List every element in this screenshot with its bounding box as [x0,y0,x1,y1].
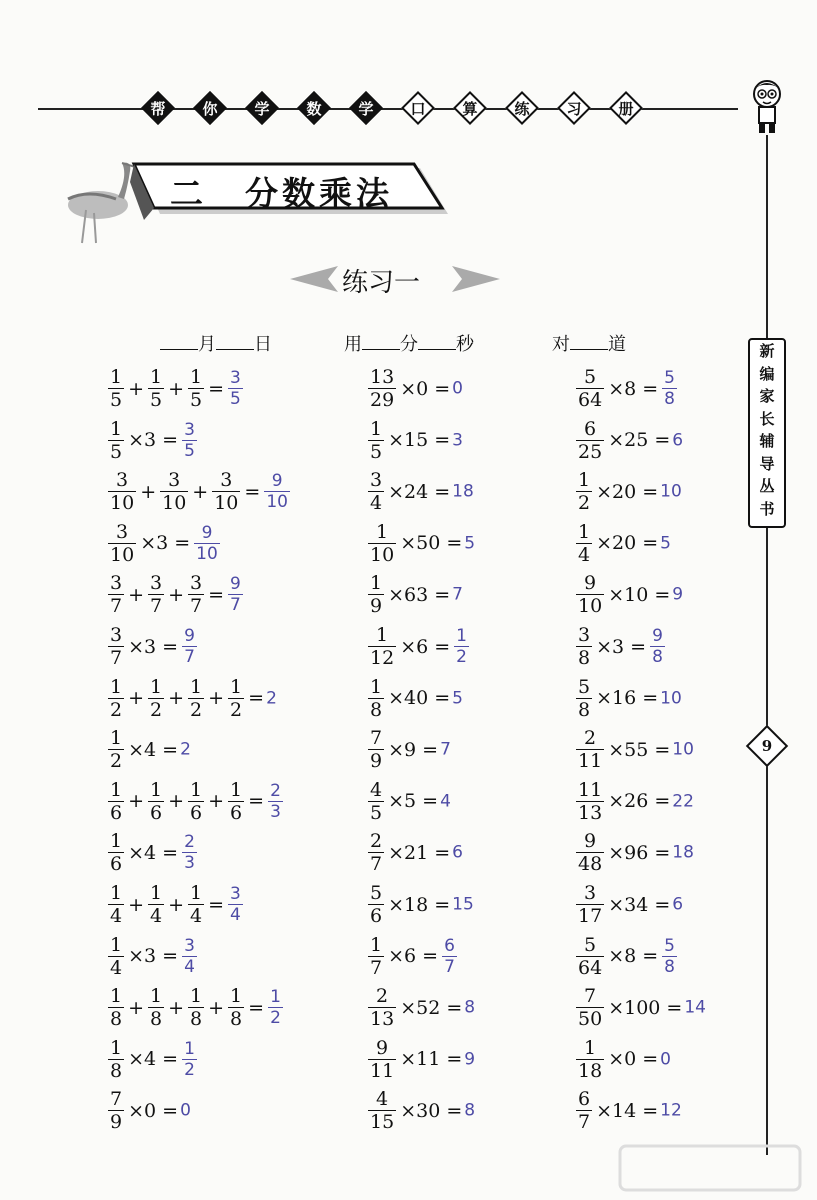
operator: ×8 = [608,377,659,400]
second-blank[interactable] [418,335,456,350]
problem-row [366,882,474,934]
problem-row [574,830,694,882]
record-time: 用 分 秒 [344,334,474,355]
side-label-char-5: 导 [759,454,775,473]
operator: + [168,893,185,916]
problem-row [574,934,679,986]
fraction: $\frac{1}{7}$ [370,933,383,979]
problem-row [106,469,292,521]
fraction: $\frac{1}{8}$ [230,985,243,1031]
handwritten-answer: 5 [464,533,476,554]
fraction: $\frac{1}{6}$ [190,778,203,824]
handwritten-answer: 9 [672,584,684,605]
operator: + [128,996,145,1019]
operator: ×21 = [388,841,451,864]
fraction: $\frac{2}{13}$ [370,985,395,1031]
fraction: $\frac{1}{4}$ [150,882,163,927]
handwritten-answer: 7 [452,584,463,605]
handwritten-answer: 8 [464,997,476,1018]
fraction: $\frac{1}{4}$ [578,520,591,566]
operator: + [192,480,209,503]
problem-row [106,779,285,831]
fraction: $\frac{3}{5}$ [230,368,241,409]
problem-row [574,366,679,418]
handwritten-answer: 14 [684,997,706,1018]
problem-row [366,1088,475,1140]
handwritten-answer [226,574,245,616]
operator: = [208,583,225,606]
problem-row [366,521,475,573]
handwritten-answer [180,935,199,977]
fraction: $\frac{1}{8}$ [370,675,383,721]
series-side-label [748,338,786,528]
operator: + [168,583,185,606]
fraction: $\frac{9}{10}$ [196,522,218,564]
header-char-4: 学 [348,90,384,126]
fraction: $\frac{1}{6}$ [110,778,123,824]
operator: = [248,996,265,1019]
handwritten-answer [226,368,245,409]
exercise-title: 练习一 [342,268,421,298]
record-score: 对 道 [552,334,626,355]
problem-row [106,727,191,779]
day-blank[interactable] [216,335,254,350]
fraction: $\frac{1}{2}$ [456,626,467,667]
handwritten-answer [452,626,471,667]
operator: + [168,377,185,400]
fraction: $\frac{9}{8}$ [652,626,663,667]
problem-row [366,727,451,779]
handwritten-answer [266,780,285,822]
fraction: $\frac{1}{5}$ [150,366,163,411]
operator: + [208,996,225,1019]
fraction: $\frac{2}{11}$ [578,727,603,773]
minute-blank[interactable] [362,335,400,350]
operator: + [128,583,145,606]
handwritten-answer [180,419,199,461]
month-blank[interactable] [160,335,198,350]
fraction: $\frac{5}{6}$ [370,882,383,927]
problem-row [106,521,222,573]
fraction: $\frac{1}{2}$ [270,987,281,1029]
operator: ×4 = [128,1048,179,1071]
page-number: 9 [761,737,773,755]
side-label-char-1: 编 [759,364,775,383]
handwritten-answer: 9 [464,1049,476,1070]
fraction: $\frac{1}{5}$ [370,417,383,463]
operator: ×63 = [388,583,451,606]
header-char-0: 帮 [140,90,176,126]
side-rule [766,135,768,1155]
problem-row [366,985,475,1037]
fraction: $\frac{1}{5}$ [190,366,203,411]
problem-row [106,624,199,676]
fraction: $\frac{2}{7}$ [370,830,383,876]
operator: ×5 = [388,790,439,813]
fraction: $\frac{2}{3}$ [184,832,195,874]
handwritten-answer: 8 [464,1100,476,1121]
problem-row [106,1088,191,1140]
fraction: $\frac{1}{6}$ [110,830,123,876]
problem-row [366,624,471,676]
fraction: $\frac{1}{2}$ [230,675,243,721]
cartoon-mascot-icon [745,78,789,138]
operator: ×6 = [400,635,451,658]
fraction: $\frac{1}{5}$ [110,366,123,411]
handwritten-answer [226,884,245,925]
problem-row [366,676,463,728]
handwritten-answer: 18 [452,481,474,502]
handwritten-answer [180,626,199,667]
handwritten-answer [440,935,459,977]
operator: + [140,480,157,503]
operator: ×55 = [608,738,671,761]
fraction: $\frac{1}{6}$ [230,778,243,824]
operator: + [208,687,225,710]
problem-row [366,830,463,882]
fraction: $\frac{7}{50}$ [578,985,603,1031]
fraction: $\frac{5}{8}$ [664,935,675,977]
operator: ×0 = [400,377,451,400]
side-label-char-2: 家 [759,387,775,405]
fraction: $\frac{1}{8}$ [110,985,123,1031]
fraction: $\frac{4}{15}$ [370,1088,395,1134]
handwritten-answer: 3 [452,430,463,451]
fraction: $\frac{1}{9}$ [370,572,383,618]
fraction: $\frac{1}{10}$ [370,520,395,566]
operator: ×6 = [388,945,439,968]
fraction: $\frac{9}{48}$ [578,830,603,876]
problem-row [106,418,199,470]
operator: ×34 = [608,893,671,916]
handwritten-answer: 0 [660,1049,671,1070]
fraction: $\frac{3}{7}$ [190,572,203,618]
operator: ×100 = [608,996,683,1019]
header-char-9: 册 [608,90,644,126]
operator: ×20 = [596,532,659,555]
handwritten-answer: 6 [672,894,684,915]
handwritten-answer [266,987,285,1029]
fraction: $\frac{3}{10}$ [214,469,239,515]
watermark-logo [610,1138,810,1198]
chapter-title [170,168,393,215]
problem-row [574,418,683,470]
operator: ×30 = [400,1099,463,1122]
correct-blank[interactable] [570,335,608,350]
handwritten-answer: 10 [660,481,682,502]
fraction: $\frac{6}{7}$ [578,1088,591,1134]
header-char-1: 你 [192,90,228,126]
operator: ×40 = [388,687,451,710]
fraction: $\frac{1}{2}$ [110,727,123,773]
operator: + [128,893,145,916]
problem-row [106,366,245,418]
handwritten-answer: 10 [672,739,694,760]
chapter-number: 二 [170,174,207,213]
handwritten-answer [180,832,199,874]
handwritten-answer: 10 [660,688,682,709]
operator: ×8 = [608,945,659,968]
operator: = [248,790,265,813]
side-label-char-0: 新 [759,342,775,360]
fraction: $\frac{3}{8}$ [578,624,591,669]
fraction: $\frac{7}{9}$ [370,727,383,773]
operator: ×50 = [400,532,463,555]
problem-row [366,418,463,470]
problem-row [574,779,694,831]
handwritten-answer [192,522,222,564]
operator: ×3 = [128,635,179,658]
fraction: $\frac{11}{13}$ [578,778,603,824]
handwritten-answer: 5 [660,533,671,554]
fraction: $\frac{1}{6}$ [150,778,163,824]
problem-row [106,676,277,728]
operator: + [128,790,145,813]
problem-row [106,830,199,882]
fraction: $\frac{6}{25}$ [578,417,603,463]
operator: ×4 = [128,841,179,864]
fraction: $\frac{1}{12}$ [370,624,395,669]
operator: ×96 = [608,841,671,864]
operator: ×18 = [388,893,451,916]
chapter-name: 分数乘法 [245,174,393,213]
fraction: $\frac{1}{2}$ [184,1038,195,1080]
fraction: $\frac{9}{10}$ [578,572,603,618]
problem-row [106,985,285,1037]
fraction: $\frac{5}{64}$ [578,366,603,411]
handwritten-answer: 2 [180,739,191,760]
operator: + [168,687,185,710]
fraction: $\frac{3}{10}$ [162,469,187,515]
operator: ×14 = [596,1099,659,1122]
operator: = [208,893,225,916]
operator: ×15 = [388,429,451,452]
handwritten-answer: 2 [266,688,277,709]
fraction: $\frac{1}{2}$ [578,469,591,515]
operator: ×10 = [608,583,671,606]
fraction: $\frac{1}{4}$ [110,882,123,927]
handwritten-answer: 15 [452,894,474,915]
header-char-8: 习 [556,90,592,126]
fraction: $\frac{3}{17}$ [578,882,603,927]
side-label-char-7: 书 [759,499,775,518]
problem-row [574,572,683,624]
handwritten-answer: 4 [440,791,451,812]
fraction: $\frac{1}{8}$ [150,985,163,1031]
operator: ×11 = [400,1048,463,1071]
handwritten-answer [180,1038,199,1080]
fraction: $\frac{9}{10}$ [266,471,288,513]
series-title-diamonds [140,90,660,130]
handwritten-answer: 0 [180,1100,191,1121]
fraction: $\frac{6}{7}$ [444,935,455,977]
handwritten-answer [660,368,679,409]
operator: + [168,790,185,813]
fraction: $\frac{9}{7}$ [184,626,195,667]
problem-row [574,1037,671,1089]
operator: ×4 = [128,738,179,761]
side-label-char-4: 辅 [759,432,775,450]
problem-row [366,779,451,831]
fraction: $\frac{3}{10}$ [110,520,135,566]
operator: ×0 = [608,1048,659,1071]
problem-row [366,934,459,986]
fraction: $\frac{3}{4}$ [230,884,241,925]
side-label-char-3: 长 [759,409,775,428]
fraction: $\frac{9}{7}$ [230,574,241,616]
fraction: $\frac{1}{4}$ [110,933,123,979]
operator: ×16 = [596,687,659,710]
operator: ×0 = [128,1099,179,1122]
fraction: $\frac{1}{5}$ [110,417,123,463]
fraction: $\frac{5}{64}$ [578,933,603,979]
problem-row [574,676,682,728]
fraction: $\frac{1}{4}$ [190,882,203,927]
problem-row [574,882,683,934]
operator: + [168,996,185,1019]
handwritten-answer: 6 [452,842,463,863]
handwritten-answer: 5 [452,688,463,709]
handwritten-answer: 0 [452,378,463,399]
operator: ×24 = [388,480,451,503]
page-number-badge [746,725,788,767]
handwritten-answer: 6 [672,430,684,451]
fraction: $\frac{3}{5}$ [184,419,195,461]
side-label-char-6: 丛 [759,477,775,495]
problem-row [574,521,671,573]
operator: ×52 = [400,996,463,1019]
record-date: 月 日 [160,330,272,356]
header-char-2: 学 [244,90,280,126]
operator: = [248,687,265,710]
problem-row [574,1088,682,1140]
fraction: $\frac{1}{18}$ [578,1036,603,1082]
operator: ×20 = [596,480,659,503]
operator: = [244,480,261,503]
fraction: $\frac{3}{10}$ [110,469,135,515]
fraction: $\frac{5}{8}$ [578,675,591,721]
operator: ×3 = [140,532,191,555]
fraction: $\frac{9}{11}$ [370,1036,395,1082]
fraction: $\frac{5}{8}$ [664,368,675,409]
fraction: $\frac{3}{7}$ [110,572,123,618]
fraction: $\frac{13}{29}$ [370,366,395,411]
handwritten-answer: 7 [440,739,451,760]
fraction: $\frac{3}{4}$ [370,469,383,515]
fraction: $\frac{4}{5}$ [370,778,383,824]
problem-row [574,469,682,521]
problem-row [106,1037,199,1089]
header-char-3: 数 [296,90,332,126]
problem-row [574,985,706,1037]
operator: = [208,377,225,400]
handwritten-answer [660,935,679,977]
problem-row [366,572,463,624]
fraction: $\frac{1}{8}$ [110,1036,123,1082]
operator: ×3 = [596,635,647,658]
operator: ×25 = [608,429,671,452]
header-char-5: 口 [400,90,436,126]
fraction: $\frac{7}{9}$ [110,1088,123,1134]
operator: ×26 = [608,790,671,813]
fraction: $\frac{1}{8}$ [190,985,203,1031]
problem-row [574,727,694,779]
problem-row [106,572,245,624]
header-char-7: 练 [504,90,540,126]
problem-row [106,882,245,934]
operator: ×3 = [128,429,179,452]
operator: + [128,687,145,710]
problem-row [366,1037,475,1089]
handwritten-answer [262,471,292,513]
handwritten-answer [648,626,667,667]
fraction: $\frac{3}{7}$ [110,624,123,669]
fraction: $\frac{1}{2}$ [150,675,163,721]
fraction: $\frac{1}{2}$ [190,675,203,721]
operator: ×9 = [388,738,439,761]
fraction: $\frac{1}{2}$ [110,675,123,721]
problem-row [366,366,463,418]
handwritten-answer: 22 [672,791,694,812]
fraction: $\frac{3}{7}$ [150,572,163,618]
operator: + [128,377,145,400]
problem-row [366,469,474,521]
header-char-6: 算 [452,90,488,126]
handwritten-answer: 12 [660,1100,682,1121]
fraction: $\frac{2}{3}$ [270,780,281,822]
problem-row [106,934,199,986]
fraction: $\frac{3}{4}$ [184,935,195,977]
operator: ×3 = [128,945,179,968]
operator: + [208,790,225,813]
handwritten-answer: 18 [672,842,694,863]
problem-row [574,624,667,676]
